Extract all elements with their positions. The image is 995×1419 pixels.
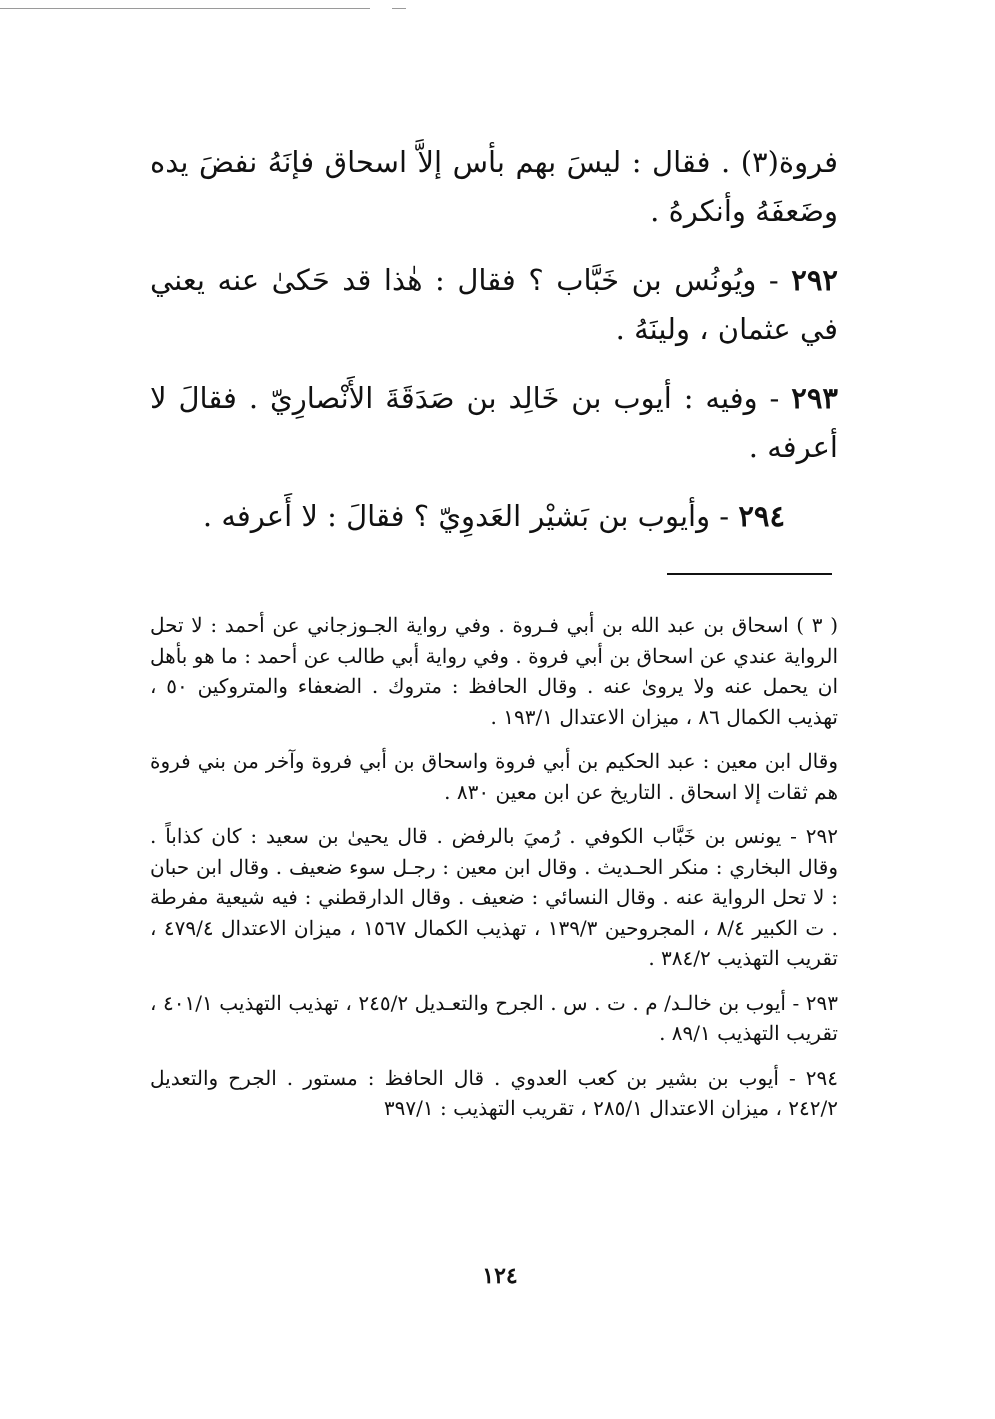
top-edge-rule	[0, 8, 370, 9]
footnote-separator	[667, 573, 832, 575]
page-number: ١٢٤	[482, 1263, 518, 1289]
footnotes	[150, 610, 838, 1138]
footnote-3: ( ٣ ) اسحاق بن عبد الله بن أبي فـروة . وفي رواية الجـوزجاني عن أحمد : لا تحل الرواية عندي عن اسحاق بن أبي فروة . وفي رواية أبي طالب عن أحمد : ما هو بأهل ان يحمل عنه ولا يروىٰ عنه . وقال الحافظ : متروك . الضعفاء والمتروكين ٥٠ ، تهذيب الكمال ٨٦ ، ميزان الاعتدال ١٩٣/١ .	[150, 613, 839, 729]
entry-text-294: - وأيوب بن بَشيْر العَدوِيّ ؟ فقالَ : لا أَعرفه .	[202, 499, 739, 533]
main-paragraph-1: فروة(٣) . فقال : ليسَ بهم بأس إلاَّ اسحاق فإنَهُ نفضَ يده وضَعفَهُ وأنكرهُ .	[150, 145, 838, 228]
entry-number-292: ٢٩٢	[791, 263, 838, 297]
top-edge-rule-short	[392, 8, 406, 9]
entry-text-292: - ويُونُس بن خَبَّاب ؟ فقال : هٰذا قد حَكىٰ عنه يعني في عثمان ، ولينَهُ .	[150, 263, 838, 346]
entry-number-294: ٢٩٤	[738, 499, 786, 533]
main-paragraph-3	[150, 374, 838, 472]
entry-text-293: - وفيه : أيوب بن خَالِد بن صَدَقَةَ الأَنْصارِيّ . فقالَ لا أعرفه .	[150, 381, 838, 464]
entry-number-293: ٢٩٣	[791, 381, 838, 415]
footnote-3-continued: وقال ابن معين : عبد الحكيم بن أبي فروة واسحاق بن أبي فروة وآخر من بني فروة هم ثقات إلا اسحاق . التاريخ عن ابن معين ٨٣٠ .	[150, 749, 838, 804]
footnote-294: ٢٩٤ - أيوب بن بشير بن كعب العدوي . قال الحافظ : مستور . الجرح والتعديل ٢٤٢/٢ ، ميزان الاعتدال ٢٨٥/١ ، تقريب التهذيب : ٣٩٧/١	[150, 1065, 838, 1120]
main-paragraph-4	[150, 492, 838, 541]
main-text	[150, 138, 838, 561]
main-paragraph-2	[150, 256, 838, 354]
footnote-293: ٢٩٣ - أيوب بن خالـد/ م . ت . س . الجرح والتعـديل ٢٤٥/٢ ، تهذيب التهذيب ٤٠١/١ ، تقريب التهذيب ٨٩/١ .	[150, 990, 839, 1045]
footnote-292: ٢٩٢ - يونس بن خَبَّاب الكوفي . رُميَ بالرفض . قال يحيىٰ بن سعيد : كان كذاباً . وقال البخاري : منكر الحـديث . وقال ابن معين : رجـل سوء ضعيف . وقال ابن حبان : لا تحل الرواية عنه . وقال النسائي : ضعيف . وقال الدارقطني : فيه شيعية مفرطة . ت الكبير ٨/٤ ، المجروحين ١٣٩/٣ ، تهذيب الكمال ١٥٦٧ ، ميزان الاعتدال ٤٧٩/٤ ، تقريب التهذيب ٣٨٤/٢ .	[150, 824, 839, 970]
